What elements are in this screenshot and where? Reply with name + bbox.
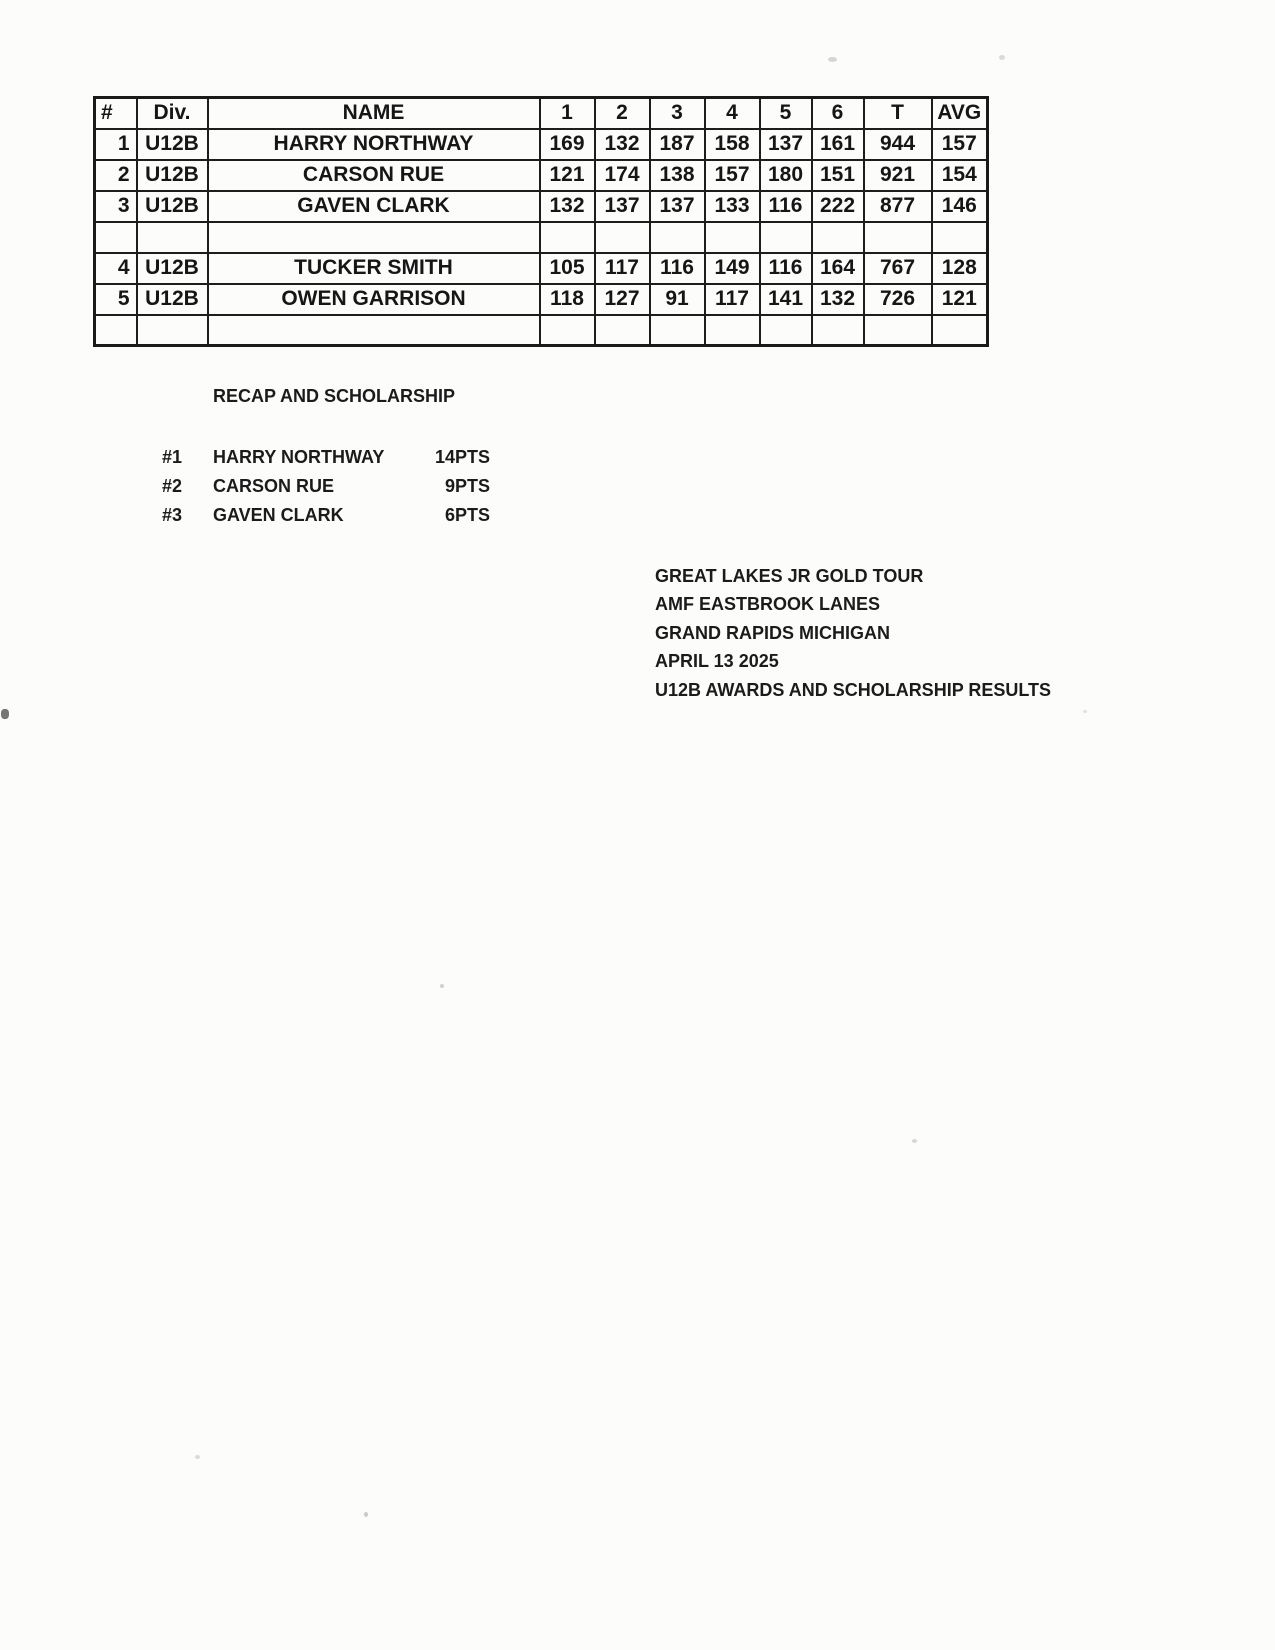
event-info <box>655 562 1051 704</box>
table-row <box>95 253 988 284</box>
cell-game5: 180 <box>760 160 812 191</box>
cell-game2 <box>595 315 650 346</box>
cell-rank <box>95 315 137 346</box>
event-info-line: GREAT LAKES JR GOLD TOUR <box>655 566 924 586</box>
cell-game4 <box>705 222 760 253</box>
table-row <box>95 160 988 191</box>
cell-division: U12B <box>137 253 208 284</box>
cell-average: 128 <box>932 253 988 284</box>
cell-game5: 137 <box>760 129 812 160</box>
table-row <box>95 284 988 315</box>
cell-game2: 117 <box>595 253 650 284</box>
cell-name: CARSON RUE <box>208 160 540 191</box>
cell-game6: 161 <box>812 129 864 160</box>
recap-rank: #2 <box>162 476 183 496</box>
cell-game1 <box>540 222 595 253</box>
cell-game3: 187 <box>650 129 705 160</box>
cell-game6: 132 <box>812 284 864 315</box>
cell-rank: 2 <box>95 160 137 191</box>
cell-game1: 169 <box>540 129 595 160</box>
col-header-average: AVG <box>932 98 988 129</box>
col-header-game4: 4 <box>705 98 760 129</box>
recap-points: 6PTS <box>444 505 490 525</box>
cell-average: 121 <box>932 284 988 315</box>
cell-game3: 116 <box>650 253 705 284</box>
cell-game1: 118 <box>540 284 595 315</box>
cell-game5: 141 <box>760 284 812 315</box>
cell-game5: 116 <box>760 253 812 284</box>
cell-division: U12B <box>137 160 208 191</box>
event-info-line: U12B AWARDS AND SCHOLARSHIP RESULTS <box>655 679 1052 700</box>
cell-average: 157 <box>932 129 988 160</box>
col-header-game6: 6 <box>812 98 864 129</box>
table-row <box>95 129 988 160</box>
cell-game5 <box>760 315 812 346</box>
cell-name: TUCKER SMITH <box>208 253 540 284</box>
cell-game1: 132 <box>540 191 595 222</box>
scan-artifact <box>999 55 1005 60</box>
scan-artifact <box>912 1139 917 1143</box>
cell-game4: 133 <box>705 191 760 222</box>
header-row <box>95 98 988 129</box>
cell-game3 <box>650 222 705 253</box>
table-row <box>95 222 988 253</box>
cell-rank: 3 <box>95 191 137 222</box>
cell-average <box>932 315 988 346</box>
cell-game2: 132 <box>595 129 650 160</box>
cell-total <box>864 222 932 253</box>
cell-rank: 5 <box>95 284 137 315</box>
recap-entry <box>162 447 490 476</box>
cell-total: 767 <box>864 253 932 284</box>
cell-game3: 138 <box>650 160 705 191</box>
col-header-game1: 1 <box>540 98 595 129</box>
recap-rank: #1 <box>162 447 183 467</box>
recap-rank: #3 <box>162 505 183 525</box>
cell-game5: 116 <box>760 191 812 222</box>
scan-artifact <box>364 1512 368 1517</box>
cell-game4 <box>705 315 760 346</box>
event-info-line: GRAND RAPIDS MICHIGAN <box>655 622 891 643</box>
recap-entry <box>162 476 490 505</box>
cell-game6 <box>812 222 864 253</box>
table-row <box>95 191 988 222</box>
cell-game4: 157 <box>705 160 760 191</box>
cell-rank <box>95 222 137 253</box>
col-header-game5: 5 <box>760 98 812 129</box>
col-header-rank: # <box>95 98 137 129</box>
cell-division <box>137 315 208 346</box>
cell-division: U12B <box>137 284 208 315</box>
cell-game4: 158 <box>705 129 760 160</box>
col-header-game2: 2 <box>595 98 650 129</box>
col-header-name: NAME <box>208 98 540 129</box>
recap-title: RECAP AND SCHOLARSHIP <box>213 386 456 406</box>
col-header-division: Div. <box>137 98 208 129</box>
table-row <box>95 315 988 346</box>
cell-game6: 151 <box>812 160 864 191</box>
cell-game3: 91 <box>650 284 705 315</box>
cell-name: GAVEN CLARK <box>208 191 540 222</box>
scan-artifact <box>195 1455 200 1459</box>
cell-total: 726 <box>864 284 932 315</box>
cell-rank: 1 <box>95 129 137 160</box>
cell-game3 <box>650 315 705 346</box>
cell-game1: 105 <box>540 253 595 284</box>
cell-game2 <box>595 222 650 253</box>
cell-division: U12B <box>137 191 208 222</box>
scan-artifact <box>828 57 837 62</box>
results-table <box>93 96 989 347</box>
results-table-body <box>95 129 988 346</box>
cell-total: 921 <box>864 160 932 191</box>
recap-points: 14PTS <box>434 447 490 467</box>
cell-game6: 222 <box>812 191 864 222</box>
event-info-line: AMF EASTBROOK LANES <box>655 594 880 615</box>
cell-game1: 121 <box>540 160 595 191</box>
cell-rank: 4 <box>95 253 137 284</box>
col-header-game3: 3 <box>650 98 705 129</box>
cell-division: U12B <box>137 129 208 160</box>
cell-game6: 164 <box>812 253 864 284</box>
cell-game5 <box>760 222 812 253</box>
cell-name <box>208 315 540 346</box>
cell-total: 877 <box>864 191 932 222</box>
cell-total <box>864 315 932 346</box>
event-info-line: APRIL 13 2025 <box>655 651 779 672</box>
recap-bowler-name: CARSON RUE <box>213 476 335 496</box>
cell-average: 146 <box>932 191 988 222</box>
cell-game4: 117 <box>705 284 760 315</box>
cell-game2: 174 <box>595 160 650 191</box>
col-header-total: T <box>864 98 932 129</box>
cell-average: 154 <box>932 160 988 191</box>
cell-total: 944 <box>864 129 932 160</box>
scan-artifact <box>1083 710 1087 713</box>
recap-points: 9PTS <box>444 476 490 496</box>
cell-division <box>137 222 208 253</box>
recap-section <box>162 386 490 534</box>
cell-name <box>208 222 540 253</box>
cell-game6 <box>812 315 864 346</box>
cell-name: HARRY NORTHWAY <box>208 129 540 160</box>
scan-artifact <box>440 984 444 988</box>
cell-game2: 127 <box>595 284 650 315</box>
cell-average <box>932 222 988 253</box>
recap-bowler-name: GAVEN CLARK <box>213 505 344 525</box>
cell-game2: 137 <box>595 191 650 222</box>
recap-entries <box>162 447 490 534</box>
scan-artifact <box>1 709 9 719</box>
cell-game4: 149 <box>705 253 760 284</box>
cell-game3: 137 <box>650 191 705 222</box>
recap-bowler-name: HARRY NORTHWAY <box>213 447 385 467</box>
recap-entry <box>162 505 490 534</box>
cell-name: OWEN GARRISON <box>208 284 540 315</box>
cell-game1 <box>540 315 595 346</box>
